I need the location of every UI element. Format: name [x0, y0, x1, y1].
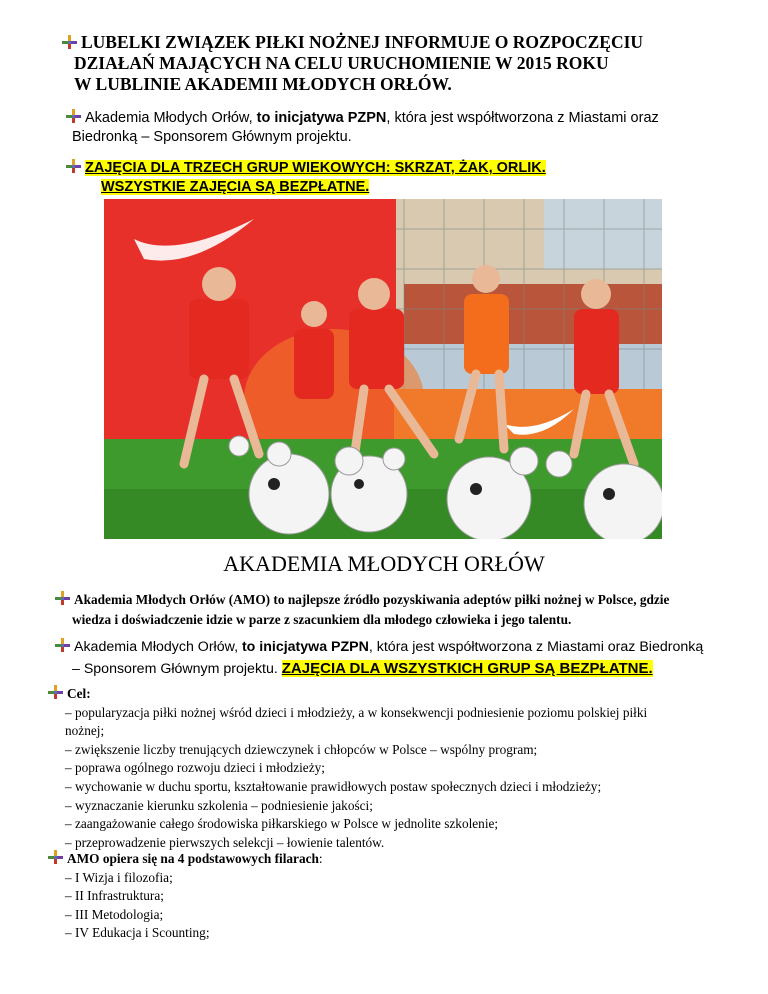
bullet-icon: [66, 159, 81, 173]
initiative-paragraph: Akademia Młodych Orłów, to inicjatywa PZPN, która jest współtworzona z Miastami oraz Biedronką – Sponsorem Głównym projektu. ZAJĘCIA DLA WSZYSTKICH GRUP SĄ BEZPŁATNE.: [55, 637, 703, 680]
bullet-icon: [66, 109, 81, 123]
pillar-item: – I Wizja i filozofia;: [65, 869, 173, 885]
pillar-item: – IV Edukacja i Scounting;: [65, 925, 210, 941]
goal-item: – wyznaczanie kierunku szkolenia – podniesienie jakości;: [65, 797, 373, 813]
section-title: AKADEMIA MŁODYCH ORŁÓW: [223, 551, 545, 576]
about-line-2: wiedza i doświadczenie idzie w parze z szacunkiem dla młodego człowieka i jego talentu.: [72, 612, 572, 627]
intro-paragraph: Akademia Młodych Orłów, to inicjatywa PZPN, która jest współtworzona z Miastami oraz Biedronką – Sponsorem Głównym projektu.: [66, 109, 659, 147]
goal-item: – przeprowadzenie pierwszych selekcji – łowienie talentów.: [65, 834, 385, 850]
bullet-icon: [48, 850, 63, 864]
about-paragraph: [55, 590, 669, 630]
goal-item: – poprawa ogólnego rozwoju dzieci i młodzieży;: [65, 760, 325, 776]
goal-item: nożnej;: [65, 723, 105, 739]
kids-football-training-photo: [104, 199, 662, 539]
about-line-1: Akademia Młodych Orłów (AMO) to najlepsze źródło pozyskiwania adeptów piłki nożnej w Polsce, gdzie: [74, 592, 670, 607]
bullet-icon: [48, 685, 63, 699]
bullet-icon: [55, 591, 70, 605]
pillars-section: AMO opiera się na 4 podstawowych filarach: – I Wizja i filozofia; – II Infrastruktura; – III Metodologia; – IV Edukacja i Scounting;: [48, 850, 323, 943]
goal-item: – popularyzacja piłki nożnej wśród dzieci i młodzieży, a w konsekwencji podniesienie poziomu polskiej piłki: [65, 704, 648, 720]
title-line-2: DZIAŁAŃ MAJĄCYCH NA CELU URUCHOMIENIE W 2015 ROKU: [74, 53, 609, 73]
initiative-highlight: ZAJĘCIA DLA WSZYSTKICH GRUP SĄ BEZPŁATNE.: [281, 660, 653, 677]
title-line-1: LUBELKI ZWIĄZEK PIŁKI NOŻNEJ INFORMUJE O ROZPOCZĘCIU: [81, 32, 644, 52]
header-title: [62, 32, 643, 95]
groups-line-2: WSZYSTKIE ZAJĘCIA SĄ BEZPŁATNE.: [101, 179, 370, 195]
intro-line-2: Biedronką – Sponsorem Głównym projektu.: [72, 129, 352, 145]
pillars-label: AMO opiera się na 4 podstawowych filarach: [67, 851, 319, 866]
goal-label: Cel:: [67, 686, 91, 701]
bullet-icon: [55, 638, 70, 652]
groups-notice: [66, 159, 546, 197]
bullet-icon: [62, 35, 77, 49]
intro-bold: to inicjatywa PZPN: [256, 110, 387, 126]
goal-section: [48, 685, 647, 852]
groups-line-1: ZAJĘCIA DLA TRZECH GRUP WIEKOWYCH: SKRZAT, ŻAK, ORLIK.: [85, 160, 546, 176]
pillar-item: – III Metodologia;: [65, 906, 164, 922]
initiative-bold: to inicjatywa PZPN: [241, 639, 369, 655]
pillar-item: – II Infrastruktura;: [65, 888, 164, 904]
goal-item: – zaangażowanie całego środowiska piłkarskiego w Polsce w jednolite szkolenie;: [65, 816, 499, 832]
goal-item: – zwiększenie liczby trenujących dziewczynek i chłopców w Polsce – wspólny program;: [65, 741, 538, 757]
goal-item: – wychowanie w duchu sportu, kształtowanie prawidłowych postaw społecznych dzieci i młodzieży;: [65, 778, 602, 794]
title-line-3: W LUBLINIE AKADEMII MŁODYCH ORŁÓW.: [74, 74, 452, 94]
